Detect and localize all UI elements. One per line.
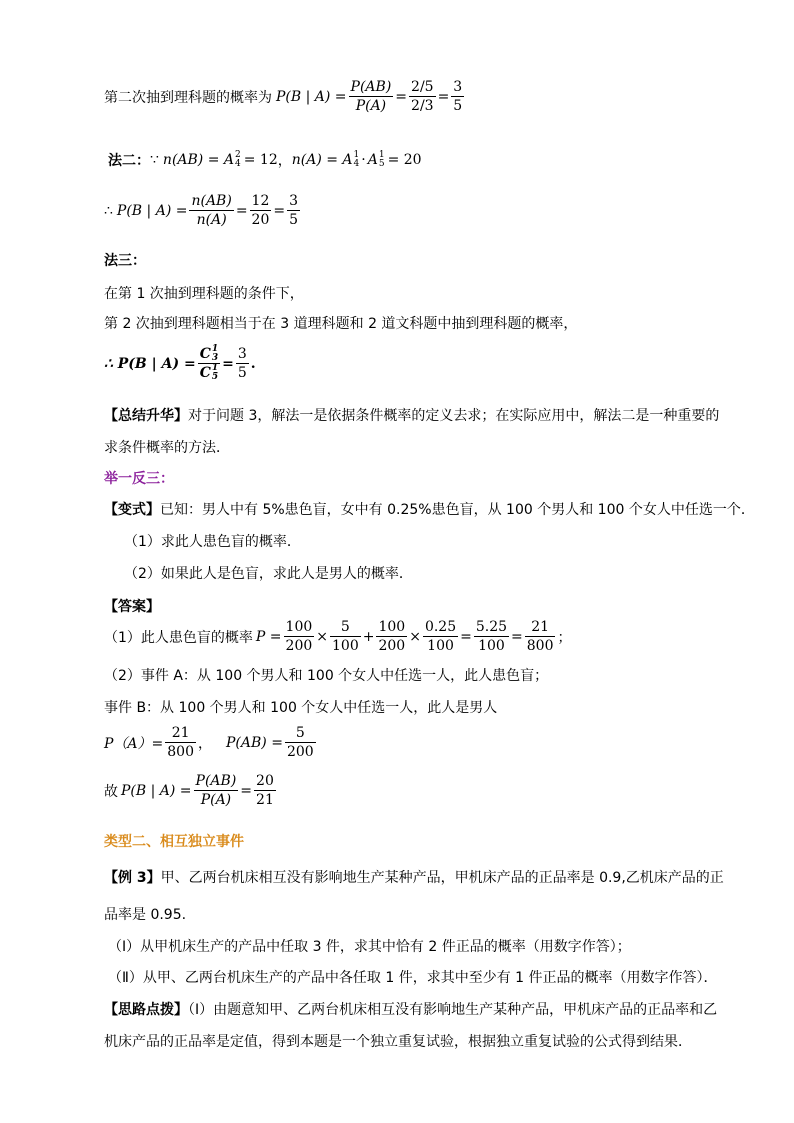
method-3-line-2: 第 2 次抽到理科题相当于在 3 道理科题和 2 道文科题中抽到理科题的概率， [104, 316, 578, 332]
method-3-formula: ∴ P(B | A) = C 1 3 C 1 5 = $\frac{3}{5}$ . [104, 344, 256, 382]
conditional-prob-line-1: 第二次抽到理科题的概率为 P(B | A) = $\frac{P(AB)}{P(A)}$ = $\frac{2/5}{2/3}$ = $\frac{3}{5}$ [104, 79, 463, 114]
fraction: $\frac{3}{5}$ [453, 79, 463, 114]
variant-q1: （1）求此人患色盲的概率． [124, 534, 301, 550]
method-2-result: ∴ P(B | A) = $\frac{n(AB)}{n(A)}$ = $\frac{12}{20}$ = $\frac{3}{5}$ [104, 193, 299, 228]
example-3-line-2: 品率是 0.95. [104, 907, 187, 923]
event-b-line: 事件 B：从 100 个男人和 100 个女人中任选一人，此人是男人 [104, 700, 498, 716]
example-3-q2: （Ⅱ）从甲、乙两台机床生产的产品中各任取 1 件，求其中至少有 1 件正品的概率（用数字作答）． [108, 970, 718, 986]
final-formula: 故 P(B | A) = $\frac{P(AB)}{P(A)}$ = $\frac{20}{21}$ [104, 773, 274, 808]
hint-line-1: 【思路点拨】（Ⅰ）由题意知甲、乙两台机床相互没有影响地生产某种产品，甲机床产品的正品率和乙 [104, 1002, 718, 1018]
hint-line-2: 机床产品的正品率是定值，得到本题是一个独立重复试验，根据独立重复试验的公式得到结果． [104, 1034, 692, 1050]
pa-pab-formula: P（A）= $\frac{21}{800}$ ， P(AB) = $\frac{5}{200}$ [104, 725, 314, 760]
fraction: $\frac{P(AB)}{P(A)}$ [350, 79, 392, 114]
answer-label: 【答案】 [104, 599, 160, 615]
summary-label: 【总结升华】 [104, 408, 188, 424]
text-prefix: 第二次抽到理科题的概率为 [104, 89, 272, 106]
method-label: 法二： [108, 153, 150, 169]
example-3-line-1: 【例 3】甲、乙两台机床相互没有影响地生产某种产品，甲机床产品的正品率是 0.9,乙机床产品的正 [104, 870, 724, 886]
method-3-label: 法三： [104, 253, 146, 269]
answer-1-formula: （1）此人患色盲的概率 P = $\frac{100}{200}$ × $\frac{5}{100}$ + $\frac{100}{200}$ × $\frac{0.25}{100}$ = $\frac{5.25}{100}$ = $\frac{21}{800}$ ； [104, 619, 572, 654]
formula-lhs: P(B | A) = [276, 88, 347, 105]
summary-line-2: 求条件概率的方法． [104, 440, 230, 456]
variant-line: 【变式】已知：男人中有 5%患色盲，女中有 0.25%患色盲，从 100 个男人和 100 个女人中任选一个． [104, 502, 755, 518]
summary-line-1: 【总结升华】对于问题 3，解法一是依据条件概率的定义去求；在实际应用中，解法二是一种重要的 [104, 408, 720, 424]
answer-2-line: （2）事件 A：从 100 个男人和 100 个女人中任选一人，此人患色盲； [104, 668, 549, 684]
example-3-q1: （Ⅰ）从甲机床生产的产品中任取 3 件，求其中恰有 2 件正品的概率（用数字作答）； [108, 939, 631, 955]
practice-heading: 举一反三： [104, 471, 174, 487]
method-2-line: 法二： ∵ n(AB) = A 2 4 = 12 ， n(A) = A 1 4 · A 1 5 = 20 [108, 150, 422, 169]
fraction: $\frac{2/5}{2/3}$ [411, 79, 434, 114]
variant-q2: （2）如果此人是色盲，求此人是男人的概率． [124, 566, 413, 582]
type-2-heading: 类型二、相互独立事件 [104, 834, 244, 850]
method-3-line-1: 在第 1 次抽到理科题的条件下， [104, 286, 304, 302]
